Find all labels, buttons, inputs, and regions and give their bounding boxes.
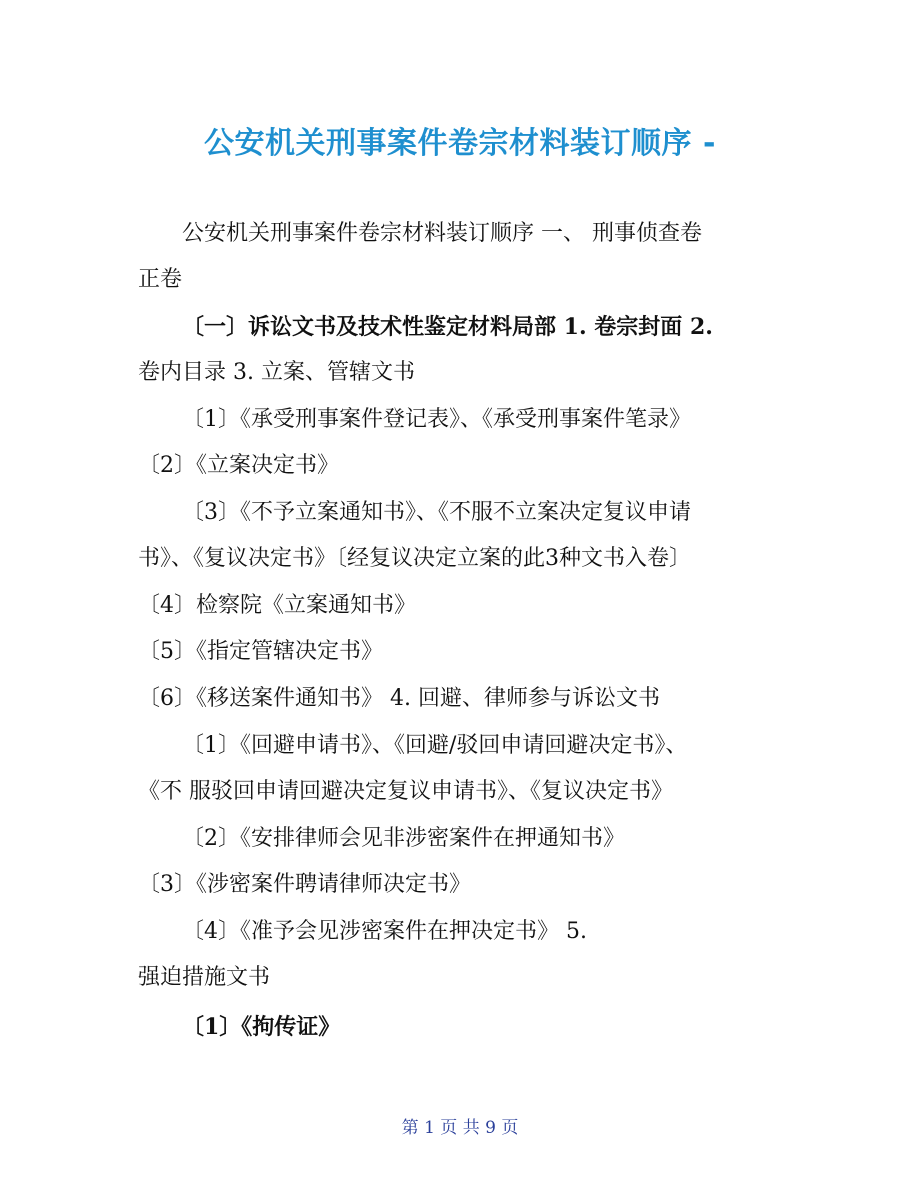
list-item-line-4: 书》、《复议决定书》〔经复议决定立案的此3种文书入卷〕 [138,546,691,571]
document-title: 公安机关刑事案件卷宗材料装订顺序 - [204,126,716,161]
list-item-line-13: 〔1〕《拘传证》 [182,1014,341,1040]
list-item-line-8: 〔1〕《回避申请书》、《回避/驳回申请回避决定书》、 [182,733,688,758]
section-heading-line-1: 〔一〕诉讼文书及技术性鉴定材料局部 1. 卷宗封面 2. [182,314,713,340]
page-footer: 第 1 页 共 9 页 [401,1118,519,1138]
paragraph-line-1: 公安机关刑事案件卷宗材料装订顺序 一、 刑事侦查卷 [182,221,702,246]
list-item-line-2: 〔2〕《立案决定书》 [138,453,339,478]
list-item-line-5: 〔4〕检察院《立案通知书》 [138,593,416,618]
list-item-line-3: 〔3〕《不予立案通知书》、《不服不立案决定复议申请 [182,500,691,525]
paragraph-line-4: 强迫措施文书 [138,965,271,990]
list-item-line-6: 〔5〕《指定管辖决定书》 [138,639,383,664]
list-item-line-12: 〔4〕《准予会见涉密案件在押决定书》 5. [182,919,587,944]
list-item-line-9: 《不 服驳回申请回避决定复议申请书》、《复议决定书》 [138,779,673,804]
paragraph-line-2: 正卷 [138,267,183,292]
list-item-line-11: 〔3〕《涉密案件聘请律师决定书》 [138,872,471,897]
list-item-line-1: 〔1〕《承受刑事案件登记表》、《承受刑事案件笔录》 [182,407,691,432]
list-item-line-7: 〔6〕《移送案件通知书》 4. 回避、律师参与诉讼文书 [138,686,660,711]
paragraph-line-3: 卷内目录 3. 立案、管辖文书 [138,360,415,385]
list-item-line-10: 〔2〕《安排律师会见非涉密案件在押通知书》 [182,826,625,851]
